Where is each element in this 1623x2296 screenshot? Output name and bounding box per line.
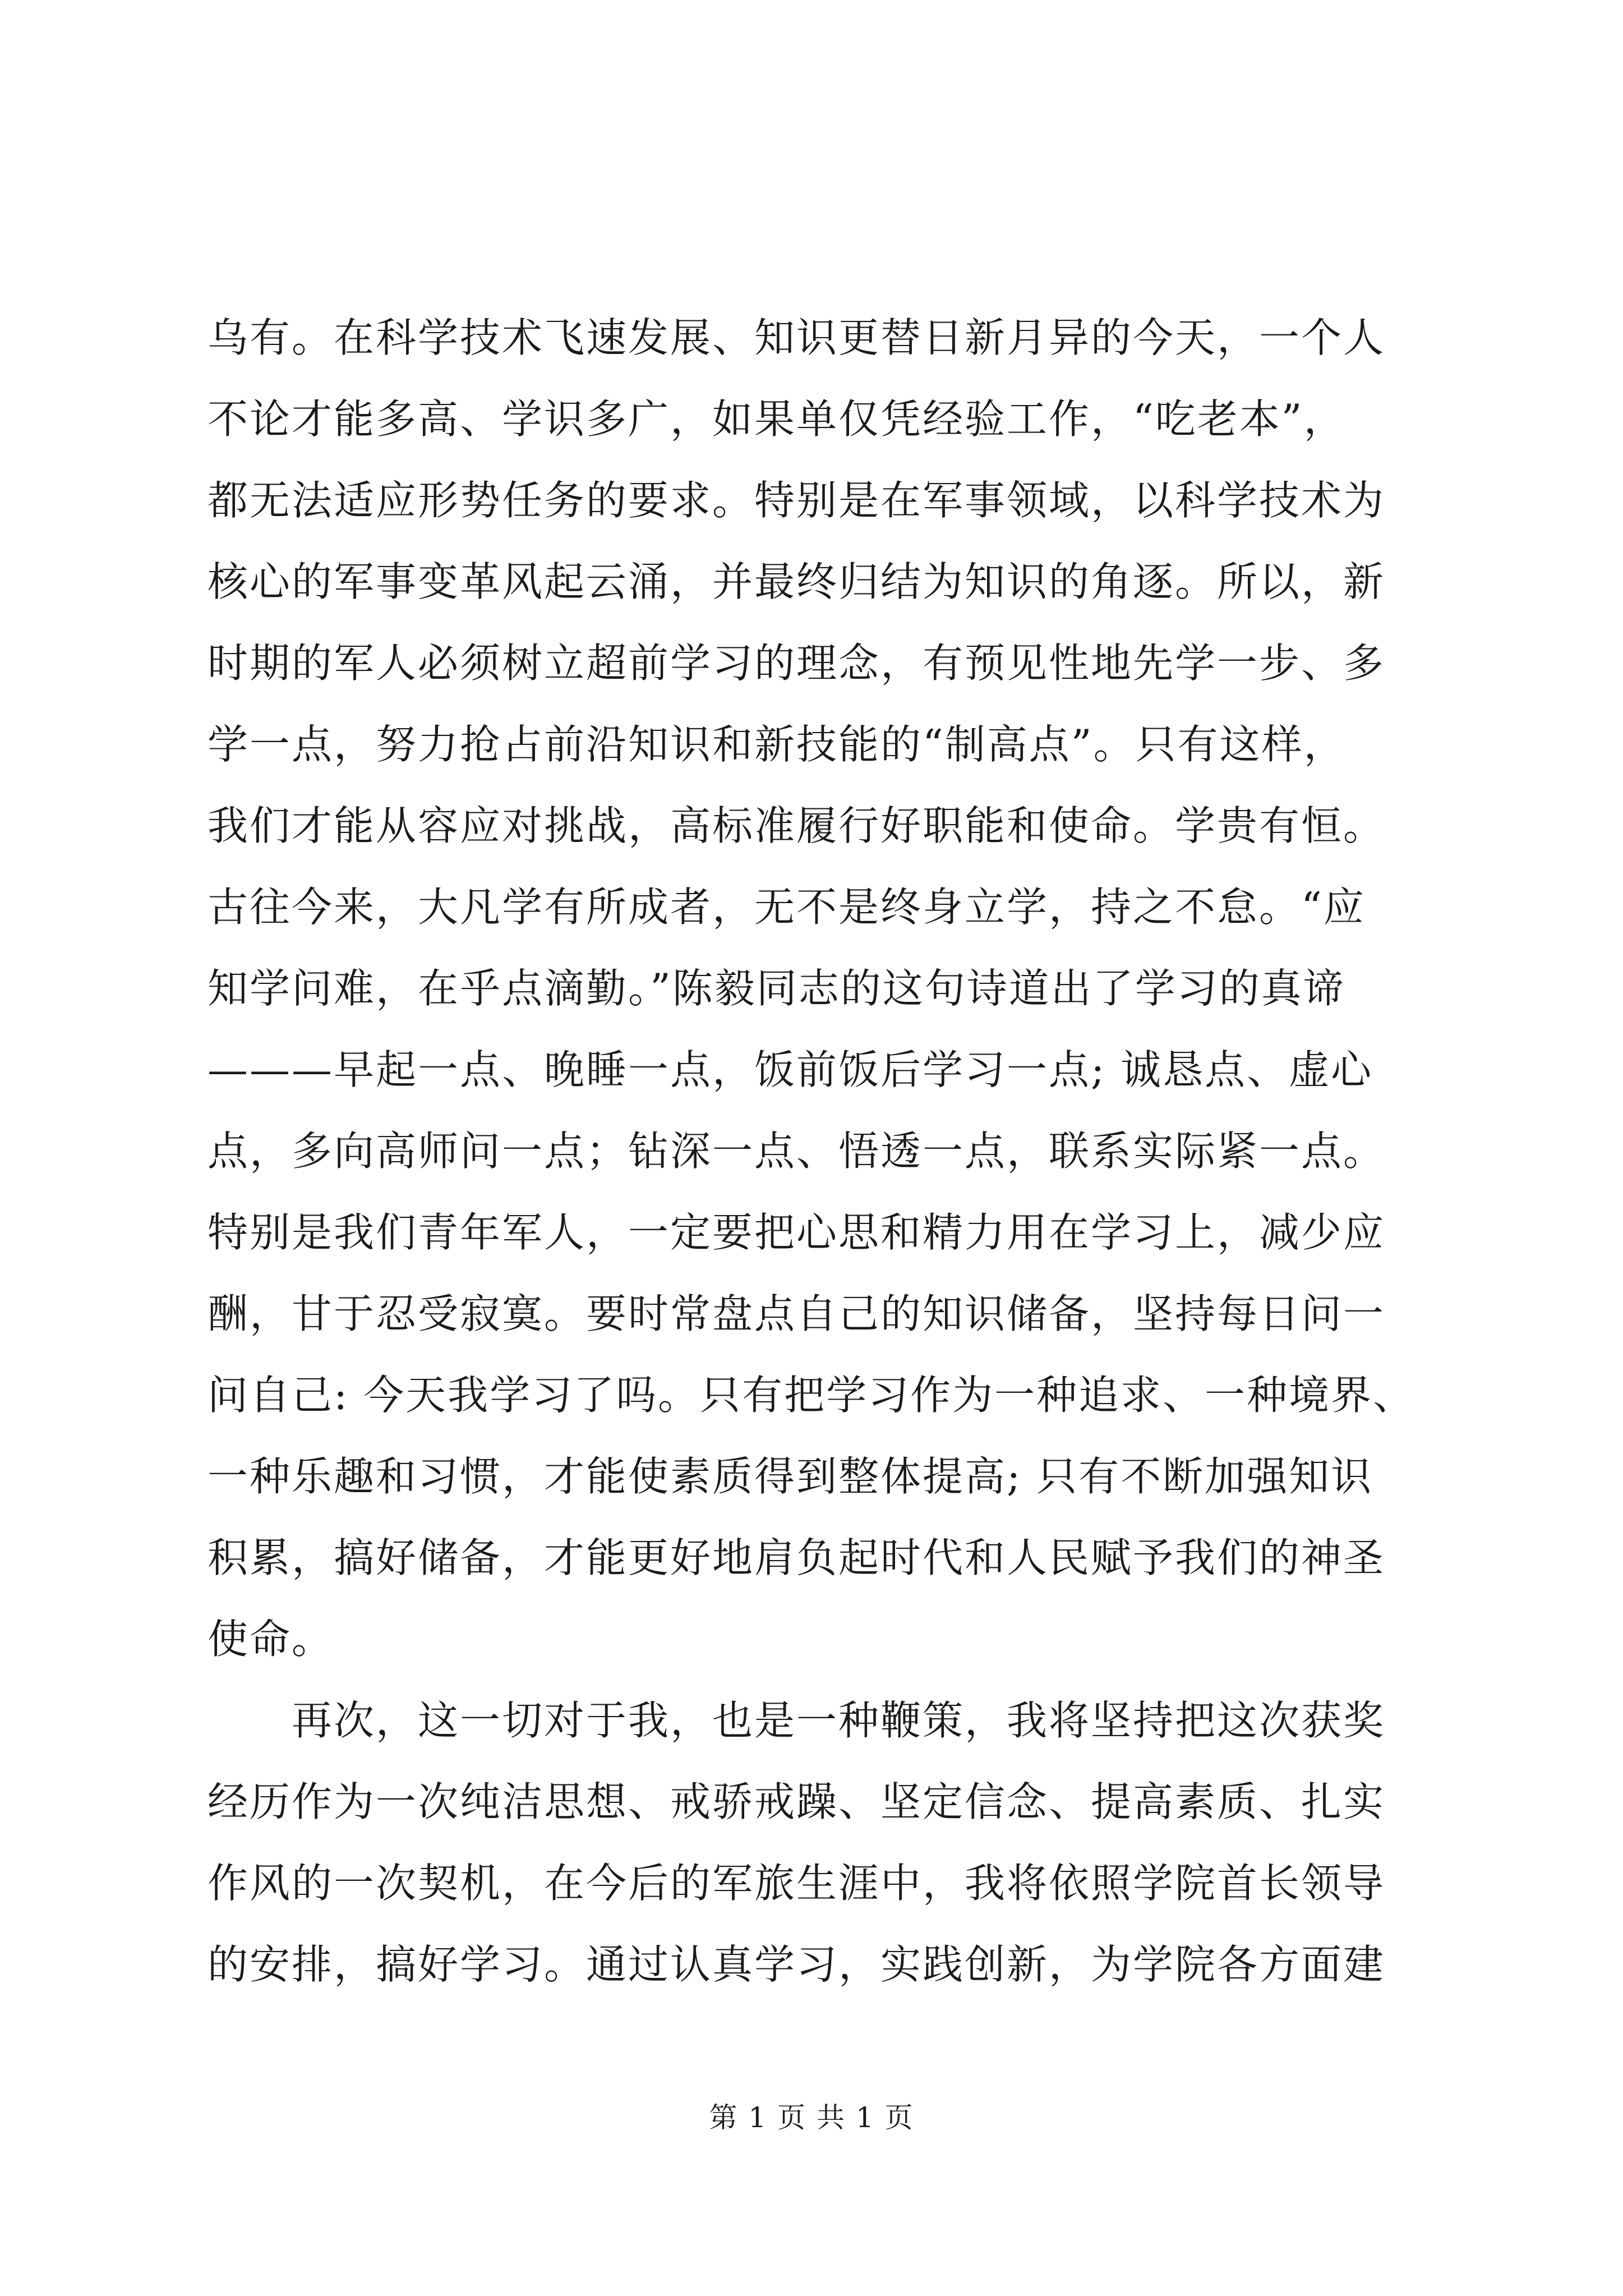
text-line: 乌有。在科学技术飞速发展、知识更替日新月异的今天，一个人 — [208, 314, 1386, 361]
text-line: 再次，这一切对于我，也是一种鞭策，我将坚持把这次获奖 — [292, 1697, 1386, 1744]
text-line: 作风的一次契机，在今后的军旅生涯中，我将依照学院首长领导 — [208, 1860, 1386, 1907]
text-line: 我们才能从容应对挑战，高标准履行好职能和使命。学贵有恒。 — [208, 802, 1386, 849]
text-line: 核心的军事变革风起云涌，并最终归结为知识的角逐。所以，新 — [208, 558, 1386, 605]
text-line: 知学问难，在乎点滴勤。”陈毅同志的这句诗道出了学习的真谛 — [208, 965, 1345, 1012]
text-line: 一种乐趣和习惯，才能使素质得到整体提高; 只有不断加强知识 — [208, 1453, 1373, 1500]
text-line: 经历作为一次纯洁思想、戒骄戒躁、坚定信念、提高素质、扎实 — [208, 1778, 1386, 1825]
text-line: ———早起一点、晚睡一点，饭前饭后学习一点; 诚恳点、虚心 — [208, 1046, 1373, 1093]
text-line: 点，多向高师问一点；钻深一点、悟透一点，联系实际紧一点。 — [208, 1128, 1386, 1175]
document-body — [208, 297, 1430, 2005]
text-line: 积累，搞好储备，才能更好地肩负起时代和人民赋予我们的神圣 — [208, 1534, 1386, 1581]
text-line: 学一点，努力抢占前沿知识和新技能的“制高点”。只有这样， — [208, 721, 1346, 768]
text-line: 酬，甘于忍受寂寞。要时常盘点自己的知识储备，坚持每日问一 — [208, 1290, 1386, 1337]
page-footer: 第 1 页 共 1 页 — [709, 2101, 914, 2134]
text-line: 古往今来，大凡学有所成者，无不是终身立学，持之不怠。“应 — [208, 884, 1366, 931]
text-line: 的安排，搞好学习。通过认真学习，实践创新，为学院各方面建 — [208, 1941, 1386, 1988]
text-line: 问自己: 今天我学习了吗。只有把学习作为一种追求、一种境界、 — [208, 1372, 1415, 1419]
text-line: 使命。 — [208, 1616, 334, 1663]
text-line: 时期的军人必须树立超前学习的理念，有预见性地先学一步、多 — [208, 639, 1386, 687]
text-line: 都无法适应形势任务的要求。特别是在军事领域，以科学技术为 — [208, 477, 1386, 524]
text-line: 不论才能多高、学识多广，如果单仅凭经验工作，“吃老本”， — [208, 395, 1346, 443]
text-line: 特别是我们青年军人，一定要把心思和精力用在学习上，减少应 — [208, 1209, 1386, 1256]
